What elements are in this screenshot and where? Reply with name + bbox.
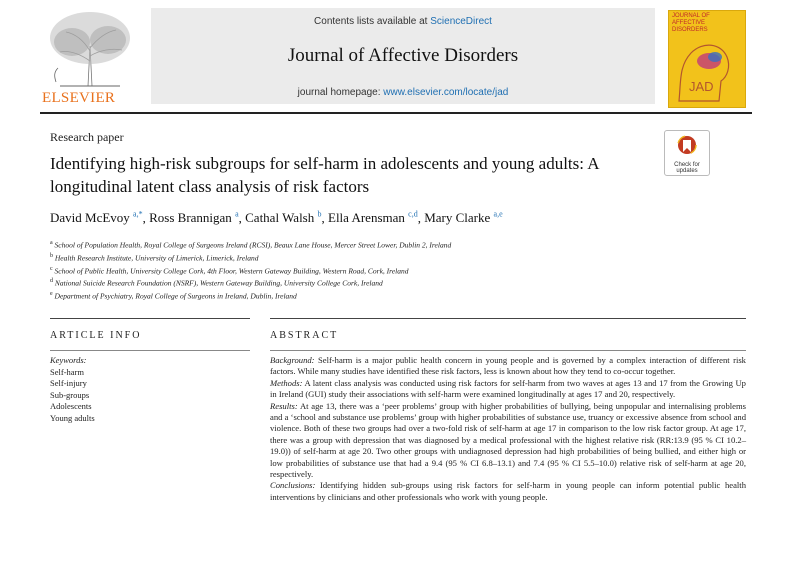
cover-title: JOURNAL OF AFFECTIVE DISORDERS [672,13,710,33]
divider [50,318,250,319]
check-updates-label: Check for updates [674,162,700,174]
affiliation-list [50,238,451,302]
divider [270,318,746,319]
paper-title: Identifying high-risk subgroups for self-harm in adolescents and young adults: A longitudinal latent class analysis of risk factors [50,154,599,196]
affiliation: $^d$ National Suicide Research Foundation (NSRF), Western Gateway Building, University College Cork, Ireland [50,278,383,288]
article-type: Research paper [50,130,124,144]
publisher-name: ELSEVIER [42,90,116,106]
keywords-label: Keywords: [50,355,87,365]
contents-prefix: Contents lists available at [314,16,428,27]
divider [270,350,746,351]
article-info-heading: ARTICLE INFO [50,330,142,341]
author-1[interactable]: David McEvoy $^{a,*}$ [50,210,143,226]
keyword: Self-harm [50,366,84,377]
divider [50,350,250,351]
author-2[interactable]: Ross Brannigan $^a$ [149,210,239,226]
journal-title[interactable]: Journal of Affective Disorders [287,45,519,66]
contents-line [151,16,655,27]
journal-banner [151,8,655,104]
abstract-results: Results: At age 13, there was a ‘peer problems’ group with higher probabilities of bullying, being unpopular and internalising problems and a ‘school and substance use problems’ group with higher probabilities of substance use, truancy or excessive absence from school and violence. Both of these two groups had over a two-fold risk of self-harm at age 17 in comparison to the low risk factor group. At age 17, there was a group with depression that was diagnosed by a medical professional with the highest relative risk (RR:13.9 (95 % CI 10.2–19.0)) of self-harm at age 20. Two other groups with undiagnosed depression had high probabilities of being bullied, and either high or low probabilities of substance use that had a 9.4 (95 % CI 6.8–13.1) and 7.4 (95 % CI 5.5–10.0) relative risk of self-harm at age 20, respectively. [270,400,746,480]
abstract-heading: ABSTRACT [270,330,339,341]
keyword-list [50,355,95,425]
check-updates-button[interactable] [664,130,710,176]
tree-icon [40,6,140,88]
homepage-prefix: journal homepage: [297,87,381,98]
affiliation: $^c$ School of Public Health, University College Cork, 4th Floor, Western Gateway Building, Western Road, Cork, Ireland [50,265,409,276]
homepage-link[interactable]: www.elsevier.com/locate/jad [383,87,509,98]
author-5[interactable]: Mary Clarke $^{a,e}$ [424,210,503,226]
keyword: Young adults [50,412,95,423]
journal-cover[interactable] [668,10,746,108]
author-4[interactable]: Ella Arensman $^{c,d}$ [328,210,418,226]
abstract-body [270,355,746,503]
journal-header [40,6,752,106]
keyword: Sub-groups [50,389,90,400]
elsevier-logo[interactable] [40,6,150,106]
abstract-background: Background: Self-harm is a major public health concern in young people and is governed by a complex interaction of different risk factors. While many studies have identified these risk factors, less is known about how they tend to co-occur together. [270,355,746,377]
cover-logo: JAD [689,79,714,94]
affiliation: $^a$ School of Population Health, Royal College of Surgeons Ireland (RCSI), Beaux Lane House, Mercer Street Lower, Dublin 2, Ireland [50,240,452,250]
sciencedirect-link[interactable]: ScienceDirect [430,16,492,27]
author-list: David McEvoy $^{a,*}$, Ross Brannigan $^a$, Cathal Walsh $^b$, Ella Arensman $^{c,d}$, Mary Clarke $^{a,e}$ [50,210,503,226]
homepage-line [151,87,655,98]
keyword: Self-injury [50,378,87,389]
abstract-methods: Methods: A latent class analysis was conducted using risk factors for self-harm from two waves at ages 13 and 17 from the Growing Up in Ireland (GUI) study their associations with self-harm were examined longitudinally at ages 17 and 20, respectively. [270,377,746,400]
affiliation: $^b$ Health Research Institute, University of Limerick, Limerick, Ireland [50,252,259,263]
abstract-conclusions: Conclusions: Identifying hidden sub-groups using risk factors for self-harm in young people can inform potential public health interventions by clinicians and other professionals who work with young people. [270,480,746,502]
affiliation: $^e$ Department of Psychiatry, Royal College of Surgeons in Ireland, Dublin, Ireland [50,291,297,301]
author-3[interactable]: Cathal Walsh $^b$ [245,210,322,226]
header-rule [40,112,752,114]
bookmark-icon [677,135,697,157]
keyword: Adolescents [50,401,92,412]
